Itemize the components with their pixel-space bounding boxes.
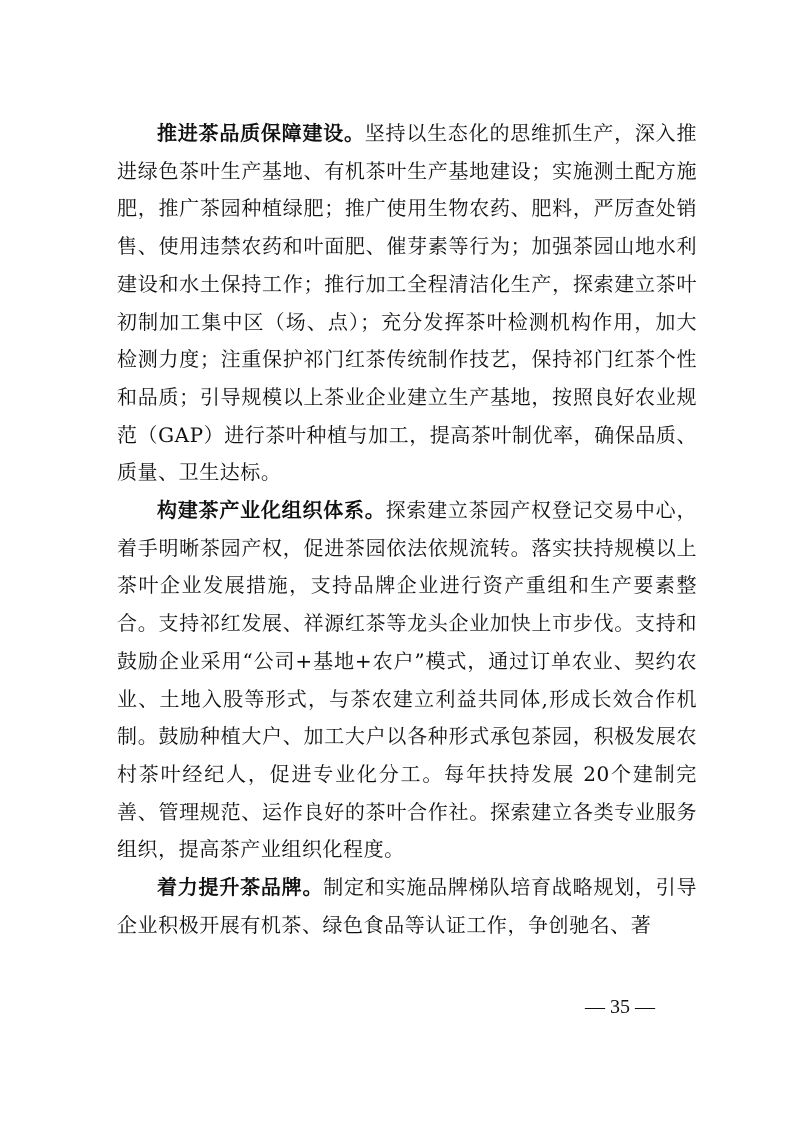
paragraph-text: 制定和实施品牌梯队培育战略规划，引导企业积极开展有机茶、绿色食品等认证工作，争创驰名、著 (117, 875, 698, 937)
paragraph-text: 坚持以生态化的思维抓生产，深入推进绿色茶叶生产基地、有机茶叶生产基地建设；实施测土配方施肥，推广茶园种植绿肥；推广使用生物农药、肥料，严厉查处销售、使用违禁农药和叶面肥、催芽素等行为；加强茶园山地水利建设和水土保持工作；推行加工全程清洁化生产，探索建立茶叶初制加工集中区（场、点）；充分发挥茶叶检测机构作用，加大检测力度；注重保护祁门红茶传统制作技艺，保持祁门红茶个性和品质；引导规模以上茶业企业建立生产基地，按照良好农业规范（GAP）进行茶叶种植与加工，提高茶叶制优率，确保品质、质量、卫生达标。 (117, 121, 697, 485)
paragraph-heading: 推进茶品质保障建设。 (157, 121, 365, 145)
document-body (117, 115, 697, 944)
paragraph-heading: 着力提升茶品牌。 (157, 875, 324, 900)
paragraph-text: 探索建立茶园产权登记交易中心，着手明晰茶园产权，促进茶园依法依规流转。落实扶持规模以上茶叶企业发展措施，支持品牌企业进行资产重组和生产要素整合。支持祁红发展、祥源红茶等龙头企业加快上市步伐。支持和鼓励企业采用“公司+基地+农户”模式，通过订单农业、契约农业、土地入股等形式，与茶农建立利益共同体,形成长效合作机制。鼓励种植大户、加工大户以各种形式承包茶园，积极发展农村茶叶经纪人，促进专业化分工。每年扶持发展 20个建制完善、管理规范、运作良好的茶叶合作社。探索建立各类专业服务组织，提高茶产业组织化程度。 (117, 498, 697, 862)
paragraph-heading: 构建茶产业化组织体系。 (157, 498, 386, 523)
paragraph-tea-quality (117, 115, 697, 492)
paragraph-tea-brand (117, 869, 697, 944)
paragraph-tea-organization (117, 492, 697, 869)
page-number: — 35 — (585, 996, 655, 1018)
